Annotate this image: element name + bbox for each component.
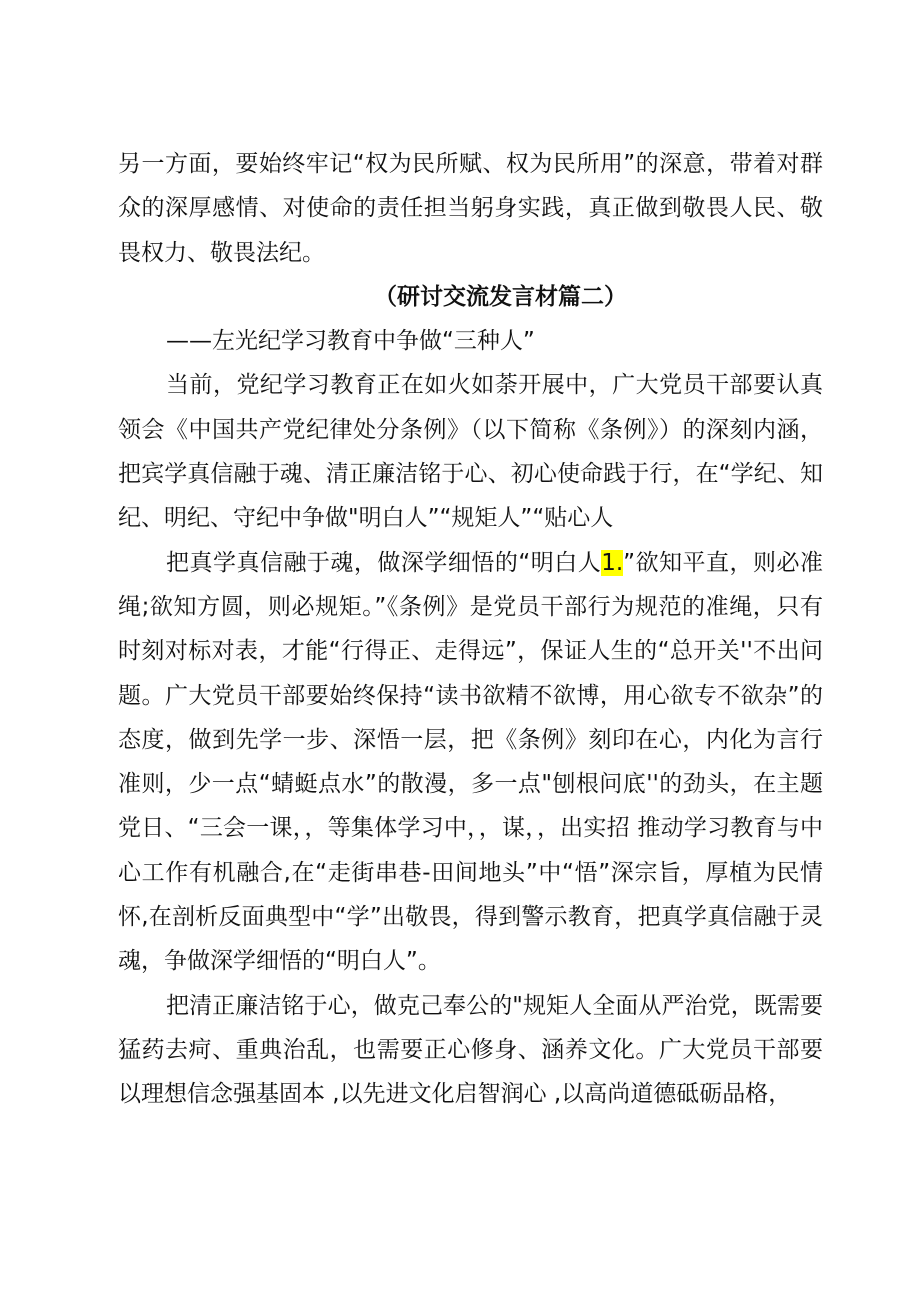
- paragraph-continuation: 另一方面，要始终牢记“权为民所赋、权为民所用”的深意，带着对群众的深厚感情、对使命的责任担当躬身实践，真正做到敬畏人民、敬畏权力、敬畏法纪。: [118, 151, 823, 266]
- section-subtitle: ——左光纪学习教育中争做“三种人”: [166, 328, 535, 355]
- paragraph-mingbairen-lead: 把真学真信融于魂，做深学细悟的“明白人: [166, 549, 602, 576]
- document-body: [118, 142, 823, 1117]
- highlighted-marker: 1.: [601, 549, 624, 576]
- paragraph-mingbairen-body: ”欲知平直，则必准绳;欲知方圆，则必规矩。”《条例》是党员干部行为规范的准绳，只有时刻对标对表，才能“行得正、走得远”，保证人生的“总开关''不出问题。广大党员干部要始终保持“读书欲精不欲博，用心欲专不欲杂”的态度，做到先学一步、深悟一层，把《条例》刻印在心，内化为言行准则，少一点“蜻蜓点水”的散漫，多一点"刨根问底''的劲头，在主题党日、“三会一课，，等集体学习中，，谋，，出实招 推动学习教育与中心工作有机融合,在“走街串巷-田间地头”中“悟”深宗旨，厚植为民情怀,在剖析反面典型中“学”出敬畏，得到警示教育，把真学真信融于灵魂，争做深学细悟的“明白人”。: [118, 549, 823, 975]
- section-heading: （研讨交流发言材篇二）: [374, 283, 627, 310]
- paragraph-guijuren: 把清正廉洁铭于心，做克己奉公的"规矩人全面从严治党，既需要猛药去疴、重典治乱，也需要正心修身、涵养文化。广大党员干部要以理想信念强基固本 ,以先进文化启智润心 ,以高尚道德砥砺品格，: [118, 992, 823, 1108]
- paragraph-mingbairen: [118, 541, 823, 984]
- paragraph-intro: 当前，党纪学习教育正在如火如荼开展中，广大党员干部要认真领会《中国共产党纪律处分条例》（以下简称《条例》）的深刻内涵，把宾学真信融于魂、清正廉洁铭于心、初心使命践于行，在“学纪、知纪、明纪、守纪中争做"明白人”“规矩人”“贴心人: [118, 372, 823, 532]
